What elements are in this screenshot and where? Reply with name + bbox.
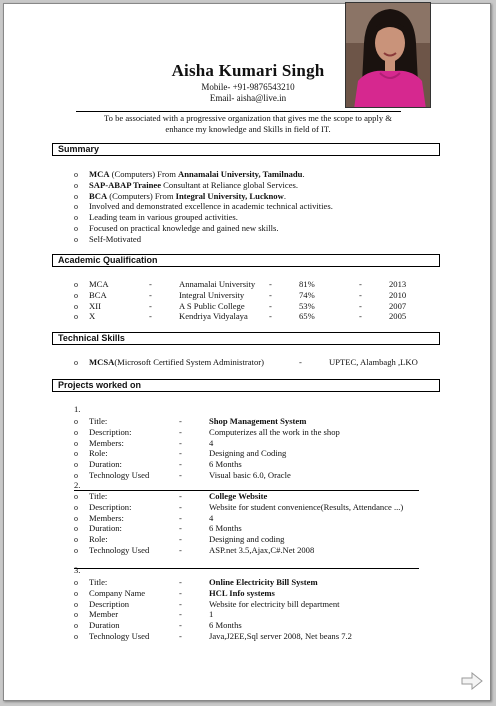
projects-section-heading: Projects worked on	[52, 379, 440, 392]
circle-bullet-icon: o	[74, 460, 78, 470]
skill-description: (Microsoft Certified System Administrator)	[114, 357, 264, 367]
circle-bullet-icon: o	[74, 632, 78, 641]
project-field-value: Designing and coding	[209, 534, 285, 545]
project-field-value: 4	[209, 512, 214, 523]
academic-row	[0, 311, 496, 322]
project-field-label: Members:	[89, 512, 124, 523]
project-field-label: Role:	[89, 534, 108, 545]
project-detail-row	[0, 523, 496, 534]
academic-institute: A S Public College	[179, 300, 245, 311]
circle-bullet-icon: o	[74, 280, 78, 289]
summary-text	[89, 180, 298, 191]
circle-bullet-icon: o	[74, 449, 78, 459]
project-field-dash: -	[179, 459, 182, 470]
circle-bullet-icon: o	[74, 191, 78, 201]
summary-section-heading: Summary	[52, 143, 440, 156]
project-detail-row	[0, 448, 496, 459]
circle-bullet-icon: o	[74, 588, 78, 598]
project-field-value: Website for student convenience(Results, Attendance ...)	[209, 501, 404, 512]
project-separator	[74, 490, 419, 491]
circle-bullet-icon: o	[74, 234, 78, 244]
summary-item	[0, 223, 496, 234]
project-field-dash: -	[179, 491, 182, 501]
summary-rest: Consultant at Reliance global Services.	[161, 179, 299, 190]
project-detail-row	[0, 577, 496, 588]
project-field-label: Role:	[89, 448, 108, 459]
project-detail-row	[0, 599, 496, 610]
academic-dash3: -	[359, 289, 362, 300]
project-detail-row	[0, 620, 496, 631]
project-detail-row	[0, 631, 496, 642]
summary-text	[89, 169, 305, 180]
summary-rest: (Computers) From	[109, 169, 179, 179]
academic-dash2: -	[269, 300, 272, 311]
circle-bullet-icon: o	[74, 170, 78, 179]
circle-bullet-icon: o	[74, 427, 78, 437]
summary-item	[0, 234, 496, 245]
project-field-dash: -	[179, 448, 182, 459]
academic-year: 2005	[389, 311, 407, 322]
next-page-arrow-icon[interactable]	[460, 672, 484, 690]
academic-dash1: -	[149, 289, 152, 300]
circle-bullet-icon: o	[74, 524, 78, 534]
summary-tail: .	[302, 169, 305, 179]
project-field-label: Title:	[89, 577, 108, 587]
circle-bullet-icon: o	[74, 502, 78, 512]
project-detail-row	[0, 438, 496, 449]
project-field-dash: -	[179, 620, 182, 631]
summary-text	[89, 212, 238, 223]
project-field-dash: -	[179, 426, 182, 437]
project-field-value: 1	[209, 609, 214, 620]
academic-dash3: -	[359, 311, 362, 322]
project-separator	[74, 568, 419, 569]
objective-line: To be associated with a progressive organization that gives me the scope to apply &	[103, 113, 392, 123]
circle-bullet-icon: o	[74, 358, 78, 367]
technical-section-heading: Technical Skills	[52, 332, 440, 345]
academic-dash3: -	[359, 300, 362, 311]
academic-institute: Annamalai University	[179, 279, 256, 289]
academic-institute: Integral University	[179, 289, 245, 300]
summary-item	[0, 191, 496, 202]
project-field-label: Technology Used	[89, 470, 150, 480]
project-field-label: Duration:	[89, 523, 122, 534]
project-field-label: Title:	[89, 416, 108, 426]
circle-bullet-icon: o	[74, 180, 78, 190]
circle-bullet-icon: o	[74, 621, 78, 631]
project-field-dash: -	[179, 631, 182, 641]
circle-bullet-icon: o	[74, 213, 78, 223]
academic-degree: X	[89, 311, 96, 322]
circle-bullet-icon: o	[74, 290, 78, 300]
skill-place: UPTEC, Alambagh ,LKO	[329, 357, 418, 367]
circle-bullet-icon: o	[74, 599, 78, 609]
skill-name: MCSA	[89, 357, 115, 367]
circle-bullet-icon: o	[74, 492, 78, 501]
circle-bullet-icon: o	[74, 417, 78, 426]
project-field-value: College Website	[209, 491, 268, 501]
project-field-label: Member	[89, 609, 119, 620]
project-field-label: Title:	[89, 491, 108, 501]
circle-bullet-icon: o	[74, 202, 78, 212]
circle-bullet-icon: o	[74, 438, 78, 448]
academic-degree: BCA	[89, 289, 107, 300]
project-field-value: Java,J2EE,Sql server 2008, Net beans 7.2	[209, 631, 352, 641]
circle-bullet-icon: o	[74, 535, 78, 545]
candidate-name: Aisha Kumari Singh	[171, 61, 325, 80]
project-field-dash: -	[179, 501, 182, 512]
summary-rest: Involved and demonstrated excellence in academic technical activities.	[89, 201, 333, 212]
project-field-dash: -	[179, 437, 182, 448]
project-field-value: 4	[209, 437, 214, 448]
project-field-label: Duration:	[89, 459, 122, 470]
summary-bold: BCA	[89, 190, 108, 201]
project-number: 2.	[74, 480, 81, 490]
project-field-value: Designing and Coding	[209, 448, 287, 459]
email-address: Email- aisha@live.in	[209, 93, 287, 103]
project-field-dash: -	[179, 523, 182, 534]
project-detail-row	[0, 513, 496, 524]
project-field-label: Technology Used	[89, 545, 150, 555]
project-detail-row	[0, 502, 496, 513]
summary-rest: Leading team in various grouped activities.	[89, 212, 238, 223]
circle-bullet-icon: o	[74, 546, 78, 555]
academic-score: 53%	[299, 300, 315, 311]
project-detail-row	[0, 545, 496, 556]
academic-dash2: -	[269, 311, 272, 322]
summary-bold-2: Integral University, Lucknow	[175, 190, 284, 201]
academic-dash1: -	[149, 279, 152, 289]
project-field-value: HCL Info systems	[209, 587, 275, 598]
project-field-value: ASP.net 3.5,Ajax,C#.Net 2008	[209, 545, 315, 555]
project-number: 3.	[74, 565, 81, 575]
summary-item	[0, 201, 496, 212]
summary-item	[0, 212, 496, 223]
summary-item	[0, 180, 496, 191]
project-field-value: 6 Months	[209, 620, 242, 631]
project-field-dash: -	[179, 512, 182, 523]
summary-text	[89, 191, 286, 202]
project-detail-row	[0, 459, 496, 470]
academic-year: 2013	[389, 279, 407, 289]
academic-dash1: -	[149, 300, 152, 311]
project-detail-row	[0, 491, 496, 502]
academic-score: 81%	[299, 279, 315, 289]
academic-year: 2007	[389, 300, 407, 311]
project-field-dash: -	[179, 534, 182, 545]
project-detail-row	[0, 588, 496, 599]
summary-text	[89, 223, 279, 234]
summary-bold: MCA	[89, 169, 110, 179]
project-field-value: Online Electricity Bill System	[209, 577, 318, 587]
objective-line: enhance my knowledge and Skills in field of IT.	[165, 123, 331, 134]
project-field-label: Duration	[89, 620, 120, 631]
circle-bullet-icon: o	[74, 301, 78, 311]
academic-degree: MCA	[89, 279, 109, 289]
academic-dash2: -	[269, 289, 272, 300]
academic-dash3: -	[359, 279, 362, 289]
circle-bullet-icon: o	[74, 224, 78, 233]
circle-bullet-icon: o	[74, 610, 78, 620]
summary-rest: (Computers) From	[107, 190, 176, 201]
project-field-label: Technology Used	[89, 631, 150, 641]
project-number: 1.	[74, 404, 81, 414]
academic-year: 2010	[389, 289, 407, 300]
project-detail-row	[0, 427, 496, 438]
project-field-value: Computerizes all the work in the shop	[209, 426, 340, 437]
academic-score: 65%	[299, 311, 315, 322]
project-field-dash: -	[179, 545, 182, 555]
summary-bold-2: Annamalai University, Tamilnadu	[178, 169, 303, 179]
project-field-value: Shop Management System	[209, 416, 307, 426]
career-objective	[60, 113, 436, 134]
mobile-number: Mobile- +91-9876543210	[201, 82, 295, 92]
project-field-value: 6 Months	[209, 523, 242, 534]
project-field-dash: -	[179, 587, 182, 598]
summary-text	[89, 234, 141, 245]
academic-degree: XII	[89, 300, 101, 311]
project-field-label: Description	[89, 598, 130, 609]
summary-rest: Self-Motivated	[89, 233, 142, 244]
project-field-label: Members:	[89, 437, 124, 448]
circle-bullet-icon: o	[74, 312, 78, 322]
summary-text	[89, 201, 333, 212]
project-field-dash: -	[179, 577, 182, 587]
summary-tail: .	[283, 190, 286, 201]
project-detail-row	[0, 609, 496, 620]
project-field-value: 6 Months	[209, 459, 242, 470]
project-detail-row	[0, 416, 496, 427]
technical-skill-row	[0, 357, 496, 368]
academic-dash2: -	[269, 279, 272, 289]
project-field-label: Description:	[89, 426, 132, 437]
summary-item	[0, 169, 496, 180]
project-field-label: Company Name	[89, 587, 146, 598]
academic-row	[0, 279, 496, 290]
project-field-dash: -	[179, 609, 182, 620]
academic-row	[0, 290, 496, 301]
academic-section-heading: Academic Qualification	[52, 254, 440, 267]
circle-bullet-icon: o	[74, 513, 78, 523]
project-field-value: Website for electricity bill department	[209, 598, 340, 609]
project-field-value: Visual basic 6.0, Oracle	[209, 470, 291, 480]
academic-dash1: -	[149, 311, 152, 322]
project-detail-row	[0, 534, 496, 545]
project-field-dash: -	[179, 470, 182, 480]
academic-row	[0, 301, 496, 312]
academic-institute: Kendriya Vidyalaya	[179, 311, 248, 322]
academic-score: 74%	[299, 289, 315, 300]
circle-bullet-icon: o	[74, 471, 78, 480]
project-field-dash: -	[179, 598, 182, 609]
circle-bullet-icon: o	[74, 578, 78, 587]
project-field-dash: -	[179, 416, 182, 426]
objective-top-rule	[76, 111, 401, 112]
summary-bold: SAP-ABAP Trainee	[89, 179, 162, 190]
skill-dash: -	[299, 357, 302, 367]
summary-rest: Focused on practical knowledge and gained new skills.	[89, 223, 279, 233]
project-field-label: Description:	[89, 501, 132, 512]
